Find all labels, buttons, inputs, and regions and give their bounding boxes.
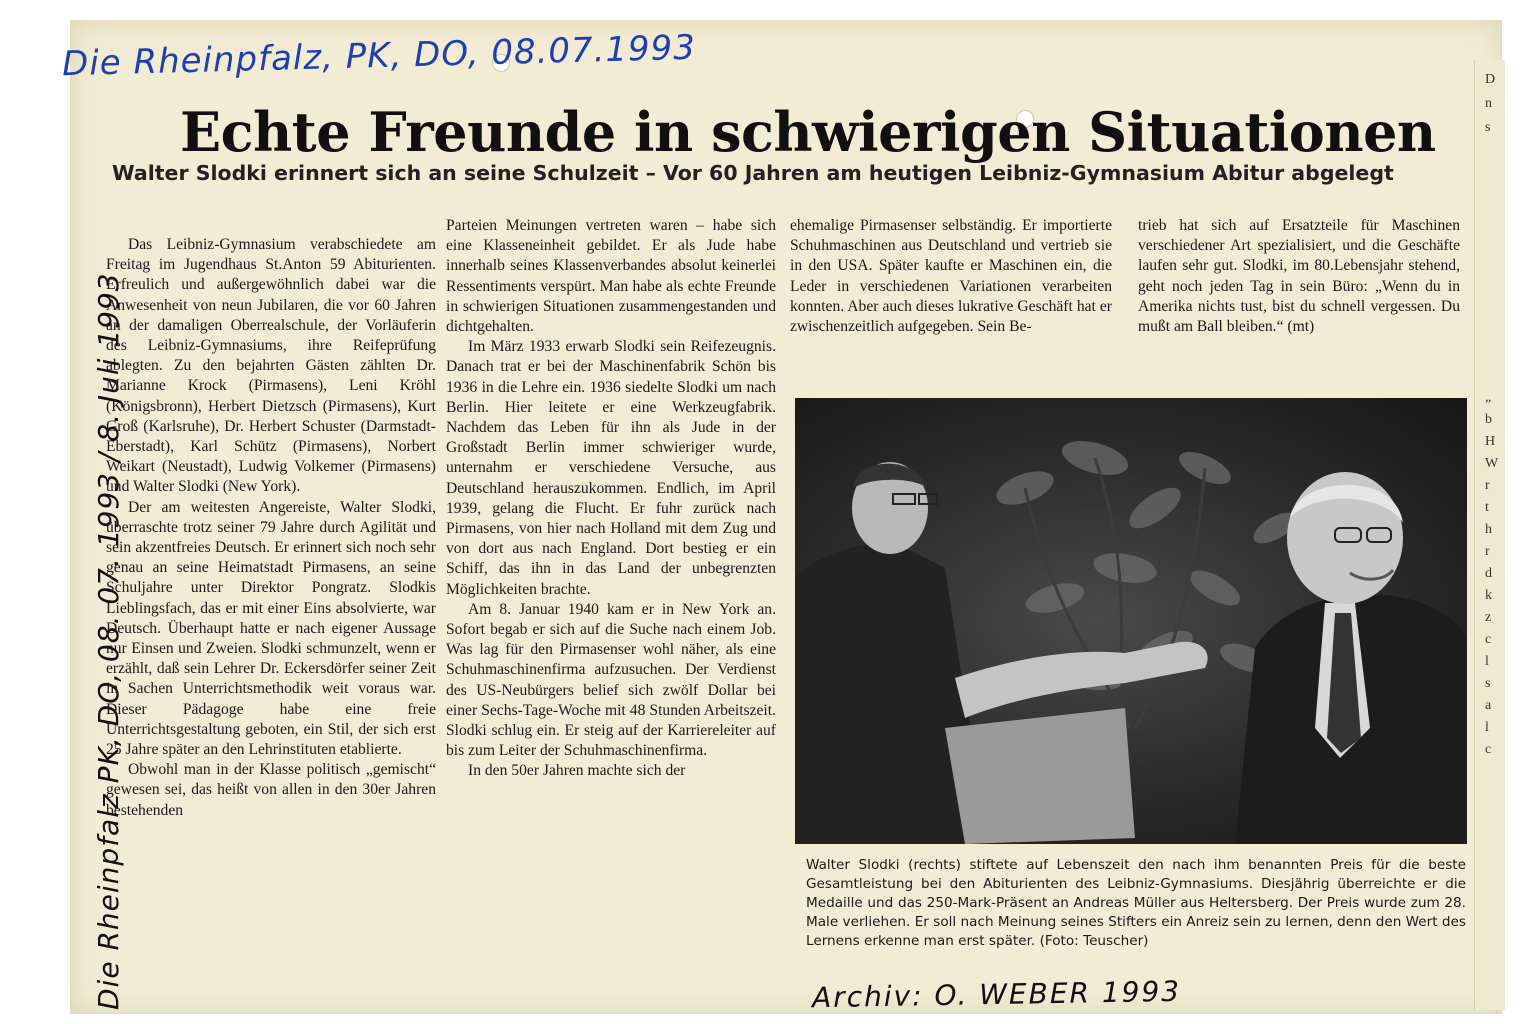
handshake-arms: [955, 642, 1208, 718]
neighbor-column-letter: s: [1485, 120, 1491, 135]
neighbor-column-letter: s: [1485, 676, 1491, 691]
handwritten-source-note: Die Rheinpfalz, PK, DO, 08.07.1993: [61, 27, 697, 85]
paragraph: Obwohl man in der Klasse politisch „gemischt“ gewesen sei, das heißt von allen in den 30er Jahren bestehenden: [106, 761, 436, 819]
paragraph: Im März 1933 erwarb Slodki sein Reifezeugnis. Danach trat er bei der Maschinenfabrik Schön bis 1936 in die Lehre ein. 1936 siedelte Slodki um nach Berlin. Hier leitete er eine Werkzeugfabrik. Nachdem das Leben für ihn als Jude in der Großstadt Berlin immer schwieriger wurde, unternahm er verschiedene Versuche, aus Deutschland herauszukommen. Endlich, im April 1939, gelang die Flucht. Er fuhr zurück nach Pirmasens, von hier nach Holland mit dem Zug und von dort aus nach England. Dort bestieg er ein Schiff, das ihn in das Land der unbegrenzten Möglichkeiten brachte.: [446, 338, 776, 598]
paragraph: Der am weitesten Angereiste, Walter Slodki, überraschte trotz seiner 79 Jahre durch Agilität und sein akzentfreies Deutsch. Er erinnert sich noch sehr genau an seine Heimatstadt Pirmasens, an seine Schuljahre unter Direktor Pongratz. Slodkis Lieblingsfach, das er mit einer Eins absolvierte, war Deutsch. Überhaupt hatte er nach eigener Aussage nur Einsen und Zweien. Slodki schmunzelt, wenn er erzählt, daß sein Lehrer Dr. Eckersdörfer seiner Zeit in Sachen Unterrichtsmethodik weit voraus war. Dieser Pädagoge habe eine freie Unterrichtsgestaltung geboten, ein Stil, der sich erst 25 Jahre später an den Lehrinstituten etablierte.: [106, 498, 436, 759]
neighbor-column-letter: a: [1485, 698, 1492, 713]
neighbor-column-letter: l: [1485, 720, 1489, 735]
photo-caption: Walter Slodki (rechts) stiftete auf Lebenszeit den nach ihm benannten Preis für die beste Gesamtleistung bei den Abiturienten des Leibniz-Gymnasiums. Diesjährig überreichte er die Medaille und das 250-Mark-Präsent an Andreas Müller aus Heltersberg. Der Preis wurde zum 28. Male verliehen. Er soll nach Meinung seines Stifters ein Anreiz sein zu lernen, denn den Wert des Lernens erkenne man erst später. (Foto: Teuscher): [806, 857, 1466, 949]
article-column-3: [790, 216, 1112, 337]
neighbor-column-letter: H: [1485, 434, 1496, 449]
paragraph: trieb hat sich auf Ersatzteile für Maschinen verschiedener Art spezialisiert, und die Geschäfte laufen sehr gut. Slodki, im 80.Lebensjahr stehend, geht noch jeden Tag in sein Büro: „Wenn du in Amerika nichts tust, bist du schnell vergessen. Du mußt am Ball bleiben.“ (mt): [1138, 217, 1460, 336]
neighbor-column-letter: c: [1485, 632, 1492, 647]
neighbor-column-letter: h: [1485, 522, 1492, 537]
article-photo: [795, 398, 1467, 844]
article-subheadline: Walter Slodki erinnert sich an seine Schulzeit – Vor 60 Jahren am heutigen Leibniz-Gymnasium Abitur abgelegt: [112, 161, 1394, 185]
plant-pot: [945, 708, 1135, 844]
paragraph: In den 50er Jahren machte sich der: [468, 762, 686, 780]
paragraph: Parteien Meinungen vertreten waren – habe sich eine Klasseneinheit gebildet. Er als Jude habe innerhalb seines Klassenverbandes absolut keinerlei Ressentiments verspürt. Man habe als echte Freunde in schwierigen Situationen zusammengestanden und dichtgehalten.: [446, 217, 776, 336]
neighbor-column-letter: k: [1485, 588, 1492, 603]
article-column-2: [446, 216, 776, 782]
neighbor-column-letter: c: [1485, 742, 1492, 757]
paragraph: Am 8. Januar 1940 kam er in New York an. Sofort begab er sich auf die Suche nach einem Job. Was lag für den Pirmasenser wohl näher, als eine Schuhmaschinenfirma aufzusuchen. Der Verdienst des US-Neubürgers belief sich zwölf Dollar bei einer Sechs-Tage-Woche mit 48 Stunden Arbeitszeit. Slodki schlug ein. Er steig auf der Karriereleiter auf bis zum Leiter der Schuhmaschinenfirma.: [446, 600, 776, 760]
neighbor-column-letter: z: [1485, 610, 1492, 625]
neighbor-column-letter: d: [1485, 566, 1492, 581]
article-column-1: [106, 235, 436, 821]
neighbor-column-strip: [1474, 60, 1505, 1010]
neighbor-column-letter: b: [1485, 412, 1492, 427]
neighbor-column-letter: n: [1485, 96, 1492, 111]
photo-illustration: [795, 398, 1467, 844]
handwritten-archive-note: Archiv: O. WEBER 1993: [811, 974, 1182, 1015]
paragraph: ehemalige Pirmasenser selbständig. Er importierte Schuhmaschinen aus Deutschland und vertrieb sie in den USA. Später kaufte er Maschinen ein, die Leder in verschiedenen Variationen verarbeiten konnten. Aber auch dieses lukrative Geschäft hat er zwischenzeitlich aufgegeben. Sein Be-: [790, 217, 1112, 336]
article-column-4: [1138, 216, 1460, 337]
handwritten-side-note: Die Rheinpfalz PK, DO, 08. 07. 1993 / 8. Juli 1993: [92, 272, 125, 1010]
neighbor-column-letter: t: [1485, 500, 1489, 515]
neighbor-column-letter: l: [1485, 654, 1489, 669]
neighbor-column-letter: W: [1485, 456, 1499, 471]
paragraph: Das Leibniz-Gymnasium verabschiedete am Freitag im Jugendhaus St.Anton 59 Abiturienten. Erfreulich und außergewöhnlich dabei war die Anwesenheit von neun Jubilaren, die vor 60 Jahren an der damaligen Oberrealschule, der Vorläuferin des Leibniz-Gymnasiums, ihre Reifeprüfung ablegten. Zu den bejahrten Gästen zählten Dr. Marianne Krock (Pirmasens), Leni Kröhl (Königsbronn), Herbert Dietzsch (Pirmasens), Kurt Groß (Karlsruhe), Dr. Herbert Schuster (Darmstadt-Eberstadt), Karl Schütz (Pirmasens), Norbert Weikart (Neustadt), Ludwig Volkemer (Pirmasens) und Walter Slodki (New York).: [106, 236, 436, 496]
neighbor-column-letter: „: [1485, 390, 1492, 405]
neighbor-column-letter: r: [1485, 478, 1490, 493]
article-headline: Echte Freunde in schwierigen Situationen: [180, 100, 1436, 164]
neighbor-column-letter: r: [1485, 544, 1490, 559]
neighbor-column-letter: D: [1485, 72, 1496, 87]
